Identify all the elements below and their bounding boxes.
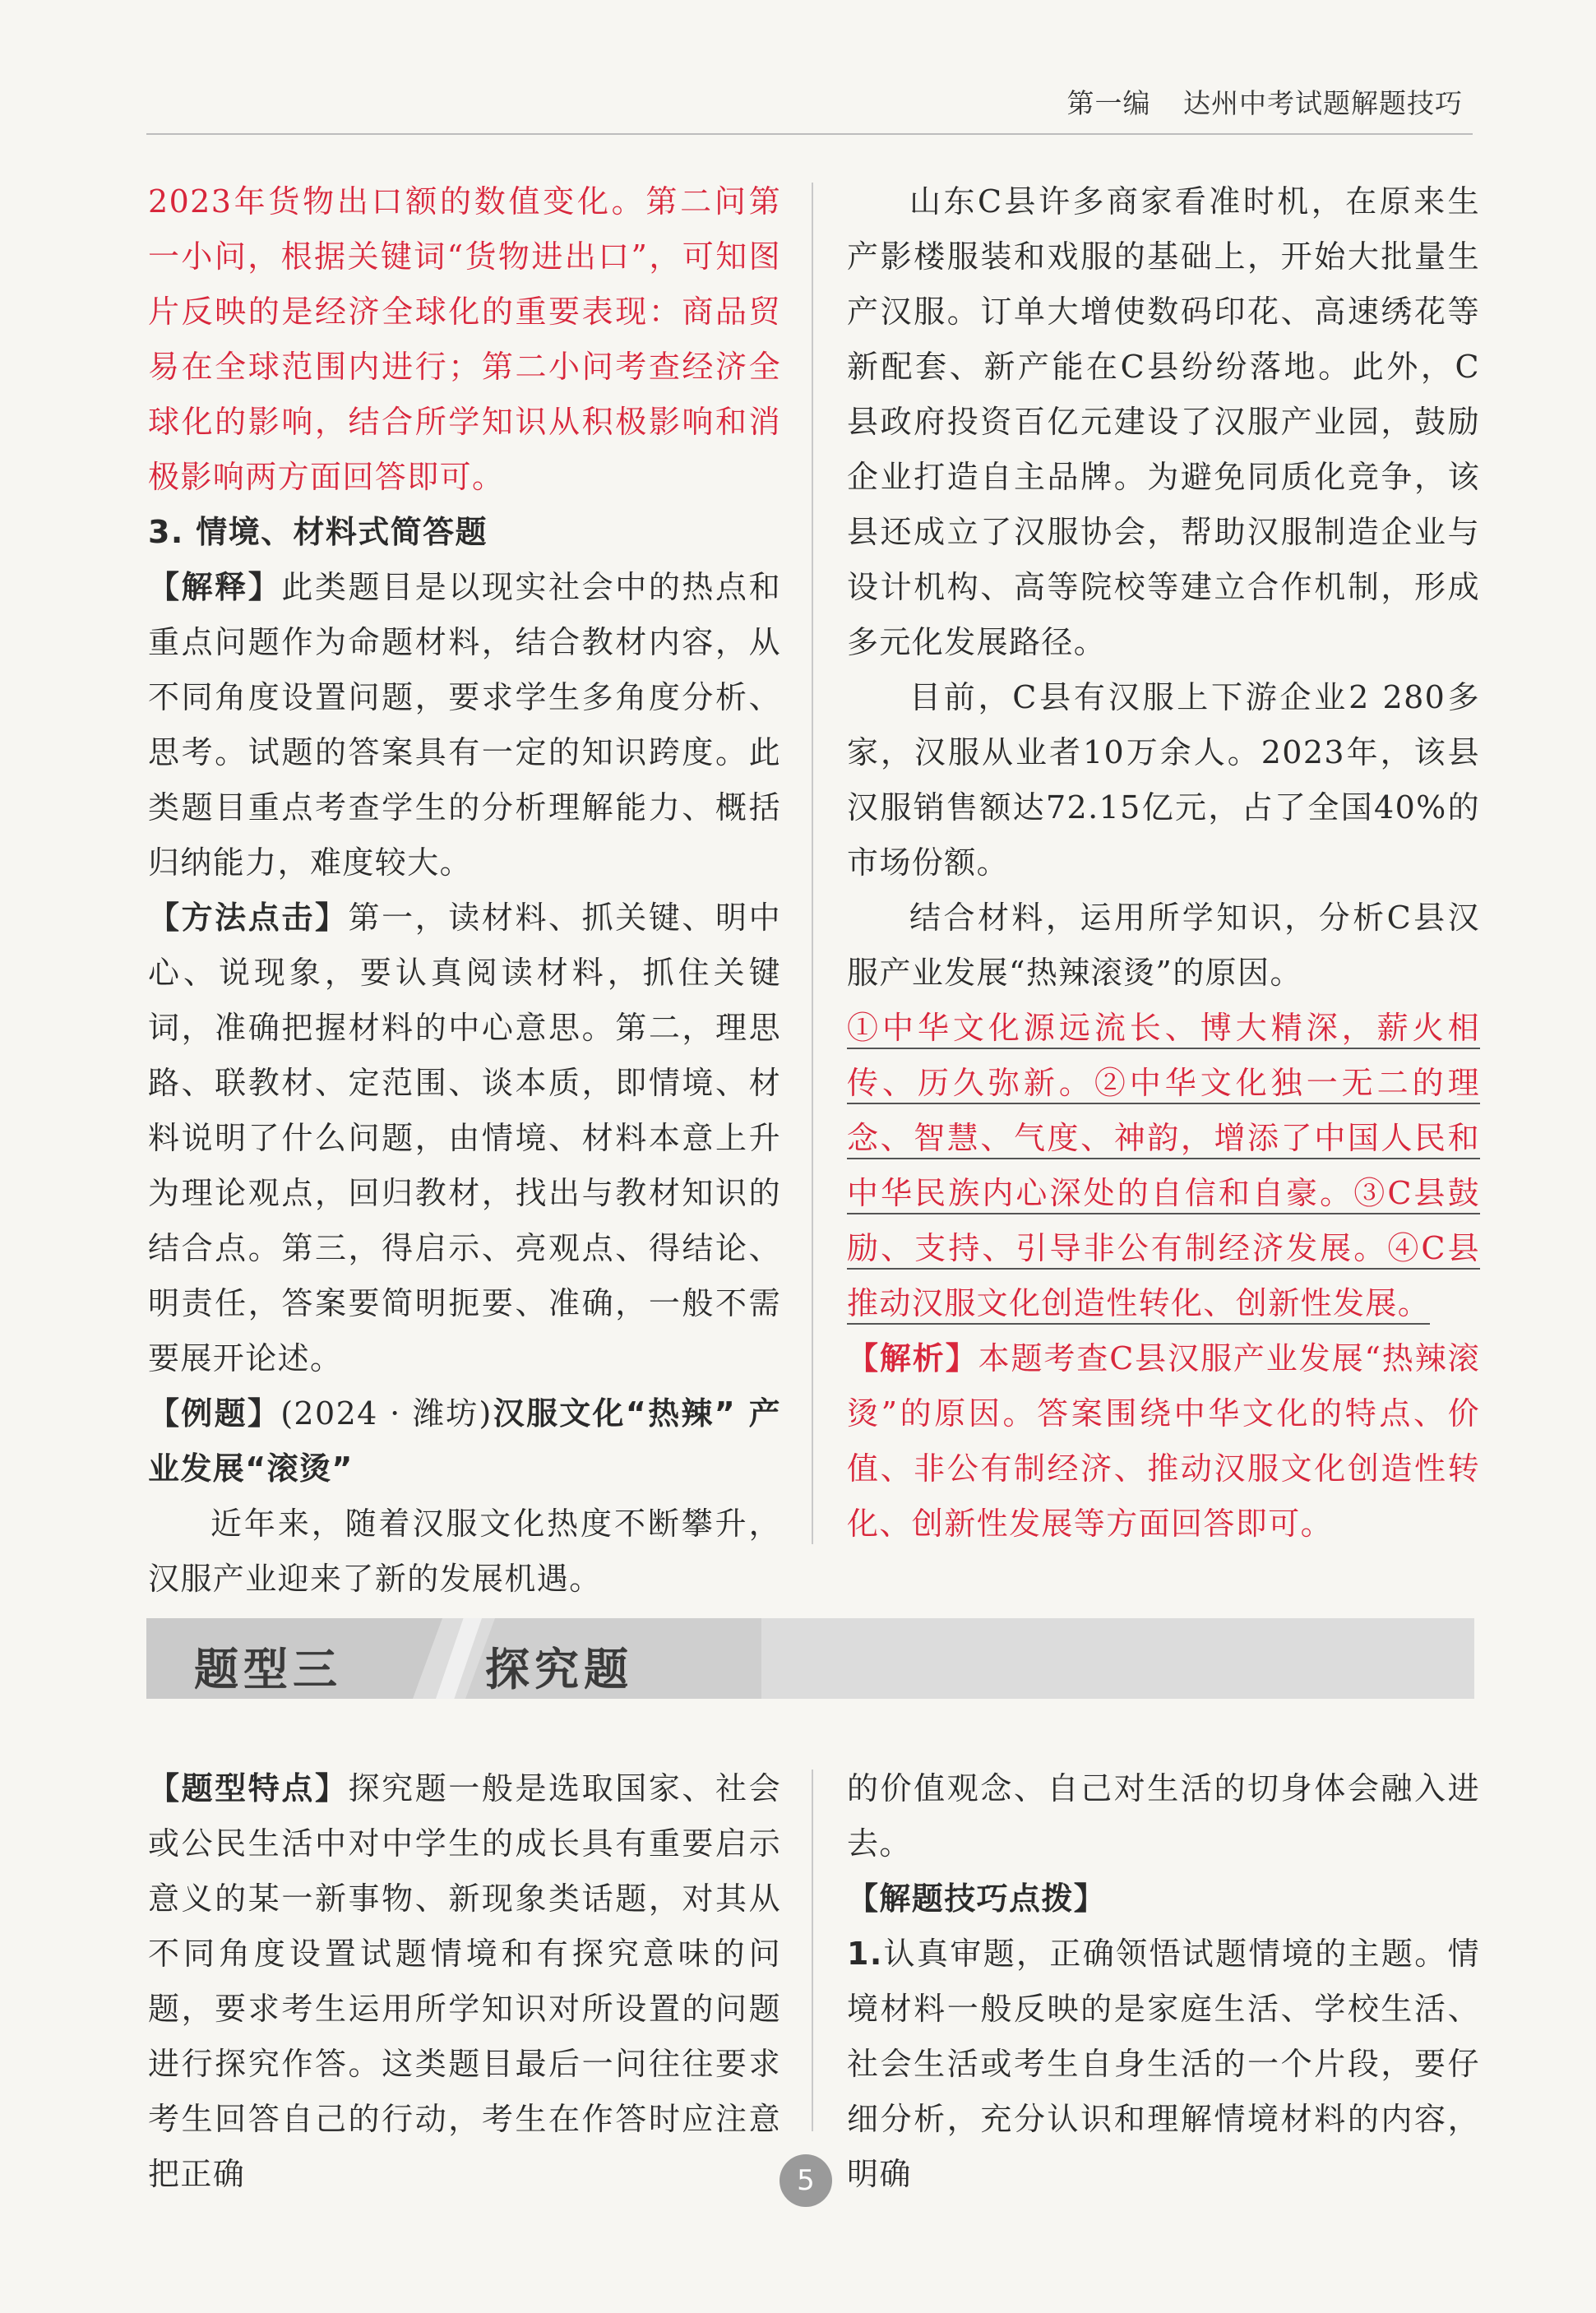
method-text: 第一，读材料、抓关键、明中心、说现象，要认真阅读材料，抓住关键词，准确把握材料的中心意思。第二，理思路、联教材、定范围、谈本质，即情境、材料说明了什么问题，由情境、材料本意上升为理论观点，回归教材，找出与教材知识的结合点。第三，得启示、亮观点、得结论、明责任，答案要简明扼要、准确，一般不需要展开论述。 [148, 900, 781, 1376]
answer-text: ①中华文化源远流长、博大精深，薪火相传、历久弥新。②中华文化独一无二的理念、智慧、气度、神韵，增添了中国人民和中华民族内心深处的自信和自豪。③C县鼓励、支持、引导非公有制经济发展。④C县推动汉服文化创造性转化、创新性发展。 [847, 1001, 1480, 1331]
example-source: (2024 · 潍坊) [280, 1395, 493, 1432]
previous-answer-analysis: 2023年货物出口额的数值变化。第二问第一小问，根据关键词“货物进出口”，可知图片反映的是经济全球化的重要表现：商品贸易在全球范围内进行；第二小问考查经济全球化的影响，结合所学知识从积极影响和消极影响两方面回答即可。 [148, 183, 781, 495]
banner-right-title: 探究题 [485, 1644, 633, 1695]
continued-text: 的价值观念、自己对生活的切身体会融入进去。 [847, 1770, 1480, 1862]
tip-1 [847, 1927, 1480, 2202]
running-header [1044, 82, 1464, 121]
section-heading: 3. 情境、材料式简答题 [148, 514, 488, 550]
material-paragraph-1: 山东C县许多商家看准时机，在原来生产影楼服装和戏服的基础上，开始大批量生产汉服。订单大增使数码印花、高速绣花等新配套、新产能在C县纷纷落地。此外，C县政府投资百亿元建设了汉服产业园，鼓励企业打造自主品牌。为避免同质化竞争，该县还成立了汉服协会，帮助汉服制造企业与设计机构、高等院校等建立合作机制，形成多元化发展路径。 [847, 183, 1480, 660]
explain-text: 此类题目是以现实社会中的热点和重点问题作为命题材料，结合教材内容，从不同角度设置问题，要求学生多角度分析、思考。试题的答案具有一定的知识跨度。此类题目重点考查学生的分析理解能力、概括归纳能力，难度较大。 [148, 569, 781, 881]
right-column-top [847, 174, 1480, 1552]
explain-paragraph [148, 560, 781, 891]
analysis-label: 【解析】 [847, 1340, 978, 1376]
tip-1-text: 认真审题，正确领悟试题情境的主题。情境材料一般反映的是家庭生活、学校生活、社会生活或考生自身生活的一个片段，要仔细分析，充分认识和理解情境材料的内容，明确 [847, 1936, 1480, 2192]
method-label: 【方法点击】 [148, 900, 349, 936]
tips-label: 【解题技巧点拨】 [847, 1880, 1107, 1917]
question-text: 结合材料，运用所学知识，分析C县汉服产业发展“热辣滚烫”的原因。 [847, 900, 1480, 991]
page-number: 5 [779, 2154, 832, 2207]
header-title: 达州中考试题解题技巧 [1183, 87, 1463, 119]
left-column-top [148, 174, 781, 1607]
section-banner [146, 1618, 1474, 1699]
column-divider-top [812, 183, 813, 1544]
feature-label: 【题型特点】 [148, 1770, 349, 1806]
banner-left-title: 题型三 [194, 1644, 342, 1695]
example-title: 汉服文化“热辣” 产业发展“滚烫” [148, 1395, 781, 1487]
method-paragraph [148, 891, 781, 1386]
right-column-bottom [847, 1761, 1480, 2202]
tip-1-number: 1. [847, 1936, 883, 1972]
example-heading [148, 1386, 781, 1497]
analysis-text: 本题考查C县汉服产业发展“热辣滚烫”的原因。答案围绕中华文化的特点、价值、非公有制经济、推动汉服文化创造性转化、创新性发展等方面回答即可。 [847, 1340, 1481, 1542]
header-part: 第一编 [1066, 87, 1151, 119]
feature-text: 探究题一般是选取国家、社会或公民生活中对中学生的成长具有重要启示意义的某一新事物、新现象类话题，对其从不同角度设置试题情境和有探究意味的问题，要求考生运用所学知识对所设置的问题进行探究作答。这类题目最后一问往往要求考生回答自己的行动，考生在作答时应注意把正确 [148, 1770, 781, 2192]
header-rule [146, 133, 1473, 135]
material-paragraph-2: 目前，C县有汉服上下游企业2 280多家，汉服从业者10万余人。2023年，该县汉服销售额达72.15亿元，占了全国40%的市场份额。 [847, 679, 1480, 881]
analysis-paragraph [847, 1331, 1480, 1552]
column-divider-bottom [812, 1769, 813, 2131]
explain-label: 【解释】 [148, 569, 282, 605]
example-paragraph: 近年来，随着汉服文化热度不断攀升，汉服产业迎来了新的发展机遇。 [148, 1506, 781, 1597]
feature-paragraph [148, 1761, 781, 2202]
left-column-bottom [148, 1761, 781, 2202]
example-label: 【例题】 [148, 1395, 281, 1432]
